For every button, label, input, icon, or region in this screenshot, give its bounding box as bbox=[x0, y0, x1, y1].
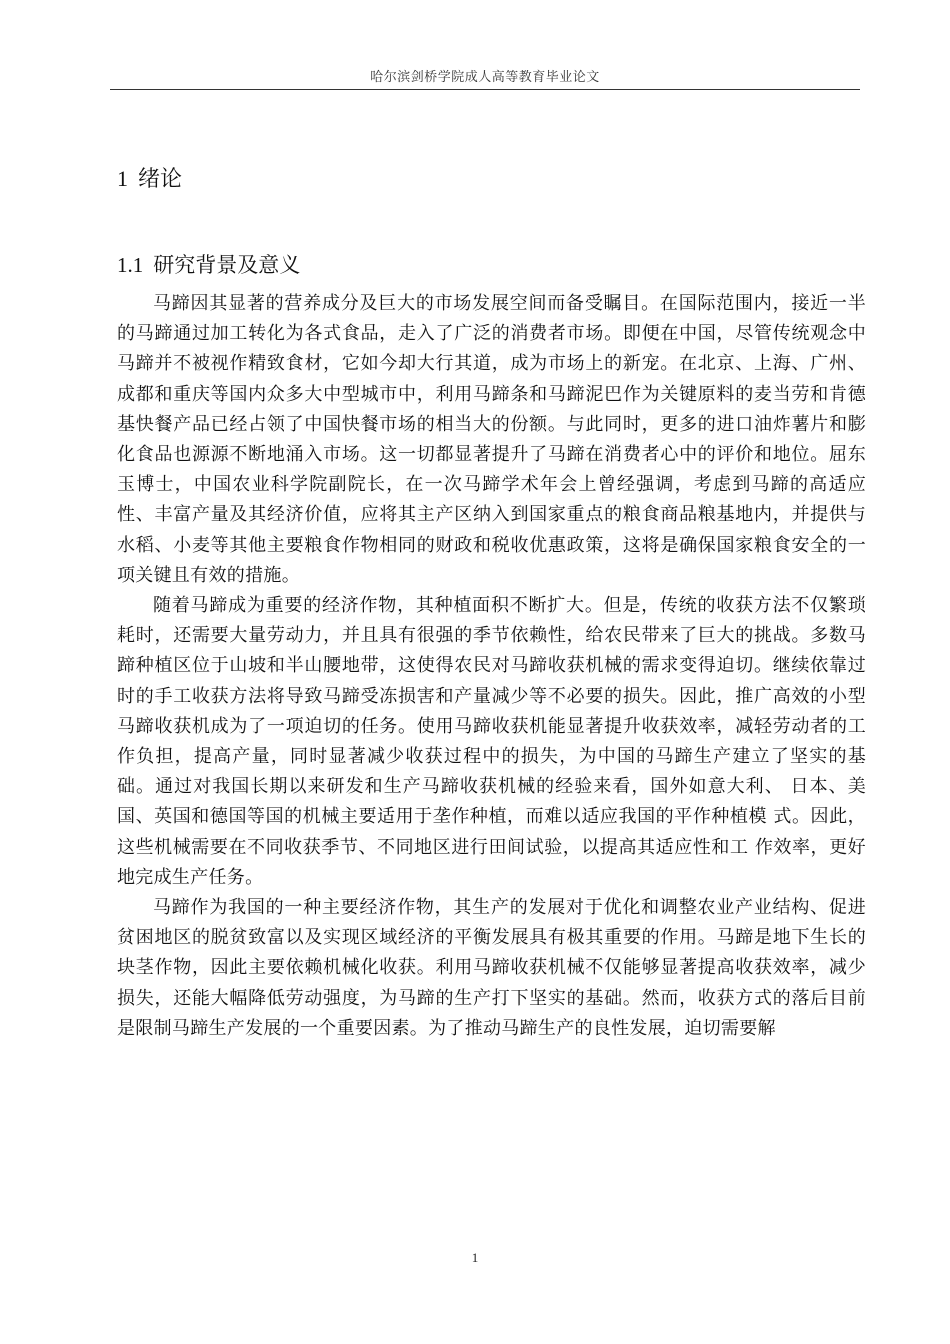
page-header: 哈尔滨剑桥学院成人高等教育毕业论文 bbox=[370, 70, 600, 85]
page-number: 1 bbox=[471, 1250, 479, 1265]
paragraph: 随着马蹄成为重要的经济作物，其种植面积不断扩大。但是，传统的收获方法不仅繁琐耗时，还需要大量劳动力，并且具有很强的季节依赖性，给农民带来了巨大的挑战。多数马蹄种植区位于山坡和半山腰地带，这使得农民对马蹄收获机械的需求变得迫切。继续依靠过时的手工收获方法将导致马蹄受冻损害和产量减少等不必要的损失。因此，推广高效的小型马蹄收获机成为了一项迫切的任务。使用马蹄收获机能显著提升收获效率，减轻劳动者的工作负担，提高产量，同时显著减少收获过程中的损失，为中国的马蹄生产建立了坚实的基础。通过对我国长期以来研发和生产马蹄收获机械的经验来看，国外如意大利、 日本、美国、英国和德国等国的机械主要适用于垄作种植，而难以适应我国的平作种植模 式。因此，这些机械需要在不同收获季节、不同地区进行田间试验，以提高其适应性和工 作效率，更好地完成生产任务。 bbox=[117, 595, 866, 888]
chapter-title bbox=[117, 162, 182, 193]
chapter-title-text: 绪论 bbox=[138, 167, 183, 192]
section-title-text: 研究背景及意义 bbox=[153, 253, 301, 277]
body-text bbox=[117, 289, 866, 1044]
chapter-number: 1 bbox=[117, 166, 128, 191]
section-title bbox=[117, 249, 300, 279]
header-divider bbox=[110, 89, 860, 90]
paragraph: 马蹄因其显著的营养成分及巨大的市场发展空间而备受瞩目。在国际范围内，接近一半的马蹄通过加工转化为各式食品，走入了广泛的消费者市场。即便在中国，尽管传统观念中马蹄并不被视作精致食材，它如今却大行其道，成为市场上的新宠。在北京、上海、广州、成都和重庆等国内众多大中型城市中，利用马蹄条和马蹄泥巴作为关键原料的麦当劳和肯德基快餐产品已经占领了中国快餐市场的相当大的份额。与此同时，更多的进口油炸薯片和膨化食品也源源不断地涌入市场。这一切都显著提升了马蹄在消费者心中的评价和地位。屈东玉博士，中国农业科学院副院长，在一次马蹄学术年会上曾经强调，考虑到马蹄的高适应性、丰富产量及其经济价值，应将其主产区纳入到国家重点的粮食商品粮基地内，并提供与水稻、小麦等其他主要粮食作物相同的财政和税收优惠政策，这将是确保国家粮食安全的一项关键且有效的措施。 bbox=[117, 293, 866, 586]
section-number: 1.1 bbox=[117, 253, 144, 277]
paragraph: 马蹄作为我国的一种主要经济作物，其生产的发展对于优化和调整农业产业结构、促进贫困地区的脱贫致富以及实现区域经济的平衡发展具有极其重要的作用。马蹄是地下生长的块茎作物，因此主要依赖机械化收获。利用马蹄收获机械不仅能够显著提高收获效率，减少损失，还能大幅降低劳动强度，为马蹄的生产打下坚实的基础。然而，收获方式的落后目前是限制马蹄生产发展的一个重要因素。为了推动马蹄生产的良性发展，迫切需要解 bbox=[117, 897, 866, 1039]
